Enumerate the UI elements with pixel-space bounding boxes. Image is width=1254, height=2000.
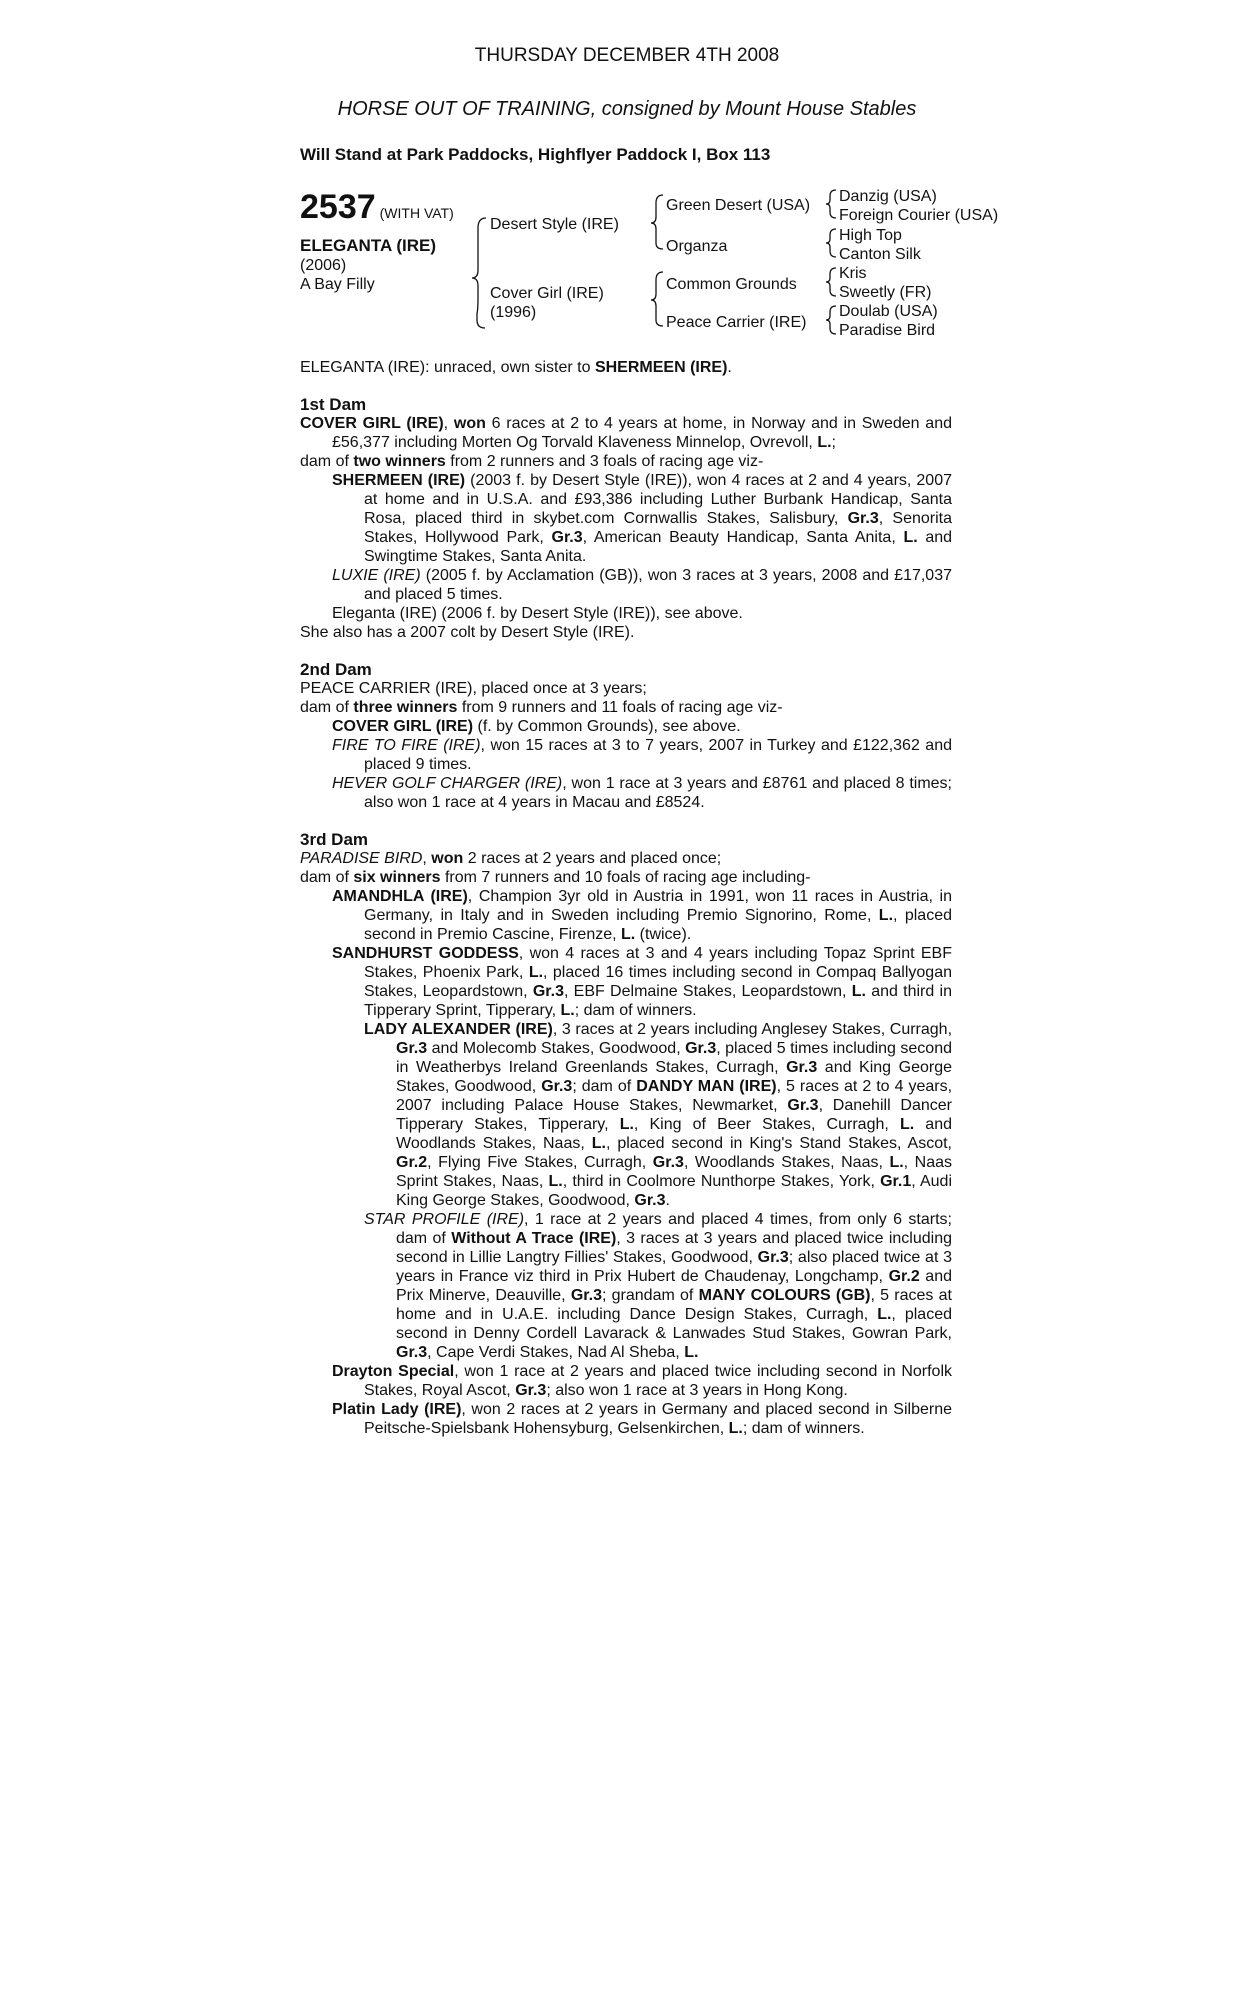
intro-line: ELEGANTA (IRE): unraced, own sister to SHERMEEN (IRE). <box>300 359 732 376</box>
third-dam-produce: dam of six winners from 7 runners and 10 foals of racing age including- <box>300 869 811 886</box>
produce-luxie: LUXIE (IRE) (2005 f. by Acclamation (GB)), won 3 races at 3 years, 2008 and £17,037 and placed 5 times. <box>332 567 953 603</box>
horse-year: (2006) <box>300 257 347 274</box>
pedigree-dam-sire: Common Grounds <box>666 276 797 293</box>
produce-star-profile: STAR PROFILE (IRE), 1 race at 2 years and placed 4 times, from only 6 starts; dam of Without A Trace (IRE), 3 races at 3 years and placed twice including second in Lillie Langtry Fillies' Stakes, Goodwood, Gr.3; also placed twice at 3 years in France viz third in Prix Hubert de Chaudenay, Longchamp, Gr.2 and Prix Minerve, Deauville, Gr.3; grandam of MANY COLOURS (GB), 5 races at home and in U.A.E. including Dance Design Stakes, Curragh, L., placed second in Denny Cordell Lavarack & Lanwades Stud Stakes, Gowran Park, Gr.3, Cape Verdi Stakes, Nad Al Sheba, L. <box>364 1211 953 1361</box>
consignment-line: HORSE OUT OF TRAINING, consigned by Mount House Stables <box>337 98 917 120</box>
produce-fire-to-fire: FIRE TO FIRE (IRE), won 15 races at 3 to 7 years, 2007 in Turkey and £122,362 and placed 9 times. <box>332 737 952 773</box>
third-dam-heading: 3rd Dam <box>300 830 369 849</box>
lot-number: 2537 <box>300 188 376 226</box>
pedigree-dam-year: (1996) <box>490 304 537 321</box>
produce-cover-girl: COVER GIRL (IRE) (f. by Common Grounds), see above. <box>332 718 741 735</box>
horse-description: A Bay Filly <box>300 276 375 293</box>
pedigree-braces <box>0 0 1254 360</box>
produce-platin-lady: Platin Lady (IRE), won 2 races at 2 years in Germany and placed second in Silberne Peitsche-Spielsbank Hohensyburg, Gelsenkirchen, L.; dam of winners. <box>332 1401 953 1437</box>
catalogue-body <box>300 358 952 1438</box>
produce-drayton: Drayton Special, won 1 race at 2 years and placed twice including second in Norfolk Stakes, Royal Ascot, Gr.3; also won 1 race at 3 years in Hong Kong. <box>332 1363 953 1399</box>
pedigree-sire-sire: Green Desert (USA) <box>666 197 811 214</box>
produce-shermeen: SHERMEEN (IRE) (2003 f. by Desert Style (IRE)), won 4 races at 2 and 4 years, 2007 at home and in U.S.A. and £93,386 including Luther Burbank Handicap, Santa Rosa, placed third in skybet.com Cornwallis Stakes, Salisbury, Gr.3, Senorita Stakes, Hollywood Park, Gr.3, American Beauty Handicap, Santa Anita, L. and Swingtime Stakes, Santa Anita. <box>332 472 953 565</box>
pedigree-g8: Paradise Bird <box>839 322 936 339</box>
second-dam-heading: 2nd Dam <box>300 660 372 679</box>
first-dam-produce: dam of two winners from 2 runners and 3 foals of racing age viz- <box>300 453 764 470</box>
pedigree-sire-dam: Organza <box>666 238 728 255</box>
produce-eleganta: Eleganta (IRE) (2006 f. by Desert Style (IRE)), see above. <box>332 605 743 622</box>
first-dam-colt: She also has a 2007 colt by Desert Style (IRE). <box>300 624 635 641</box>
first-dam-text: COVER GIRL (IRE), won 6 races at 2 to 4 years at home, in Norway and in Sweden and £56,377 including Morten Og Torvald Klaveness Minnelop, Ovrevoll, L.; <box>300 415 952 451</box>
pedigree-g5: Kris <box>839 265 867 282</box>
pedigree-dam-dam: Peace Carrier (IRE) <box>666 314 807 331</box>
pedigree-g1: Danzig (USA) <box>839 188 937 205</box>
produce-sandhurst: SANDHURST GODDESS, won 4 races at 3 and 4 years including Topaz Sprint EBF Stakes, Phoenix Park, L., placed 16 times including second in Compaq Ballyogan Stakes, Leopardstown, Gr.3, EBF Delmaine Stakes, Leopardstown, L. and third in Tipperary Sprint, Tipperary, L.; dam of winners. <box>332 945 953 1019</box>
sale-date: THURSDAY DECEMBER 4TH 2008 <box>474 45 780 66</box>
second-dam-produce: dam of three winners from 9 runners and 11 foals of racing age viz- <box>300 699 783 716</box>
produce-amandhla: AMANDHLA (IRE), Champion 3yr old in Austria in 1991, won 11 races in Austria, in Germany, in Italy and in Sweden including Premio Signorino, Rome, L., placed second in Premio Cascine, Firenze, L. (twice). <box>332 888 953 943</box>
horse-name: ELEGANTA (IRE) <box>300 236 436 255</box>
stand-location: Will Stand at Park Paddocks, Highflyer Paddock I, Box 113 <box>300 145 771 164</box>
pedigree-g3: High Top <box>839 227 902 244</box>
third-dam-text: PARADISE BIRD, won 2 races at 2 years and placed once; <box>300 850 722 867</box>
pedigree-g4: Canton Silk <box>839 246 921 263</box>
pedigree-g6: Sweetly (FR) <box>839 284 932 301</box>
produce-lady-alexander: LADY ALEXANDER (IRE), 3 races at 2 years including Anglesey Stakes, Curragh, Gr.3 and Molecomb Stakes, Goodwood, Gr.3, placed 5 times including second in Weatherbys Ireland Greenlands Stakes, Curragh, Gr.3 and King George Stakes, Goodwood, Gr.3; dam of DANDY MAN (IRE), 5 races at 2 to 4 years, 2007 including Palace House Stakes, Newmarket, Gr.3, Danehill Dancer Tipperary Stakes, Tipperary, L., King of Beer Stakes, Curragh, L. and Woodlands Stakes, Naas, L., placed second in King's Stand Stakes, Ascot, Gr.2, Flying Five Stakes, Curragh, Gr.3, Woodlands Stakes, Naas, L., Naas Sprint Stakes, Naas, L., third in Coolmore Nunthorpe Stakes, York, Gr.1, Audi King George Stakes, Goodwood, Gr.3. <box>364 1021 953 1209</box>
pedigree-g2: Foreign Courier (USA) <box>839 207 999 224</box>
pedigree-sire: Desert Style (IRE) <box>490 216 619 233</box>
first-dam-heading: 1st Dam <box>300 395 367 414</box>
pedigree-g7: Doulab (USA) <box>839 303 938 320</box>
second-dam-text: PEACE CARRIER (IRE), placed once at 3 years; <box>300 680 647 697</box>
produce-hever-golf: HEVER GOLF CHARGER (IRE), won 1 race at 3 years and £8761 and placed 8 times; also won 1 race at 4 years in Macau and £8524. <box>332 775 952 811</box>
vat-note: (WITH VAT) <box>379 205 454 221</box>
pedigree-dam: Cover Girl (IRE) <box>490 285 604 302</box>
